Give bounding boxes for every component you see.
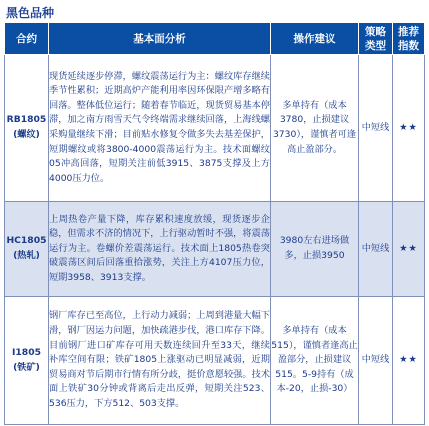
header-rating-line1: 推荐 (398, 25, 419, 38)
header-rating (393, 23, 425, 55)
rating-stars: ★★ (393, 297, 425, 425)
analysis-cell: 钢厂库存已至高位，上行动力减弱；上周到港量大幅下滑，钢厂因运力问题，加快疏港步伐，港口库存下降。目前钢厂进口矿库存可用天数连续回升至33天，继续补库空间有限；铁矿1805上涨驱动已明显减弱，近期贸易商对节后期市行情有所分歧，挺价意愿较强。技术面上铁矿30分钟或背离后走出反弹，短期关注523、536压力，下方512、503支撑。 (49, 297, 271, 425)
contract-code: I1805 (12, 346, 41, 358)
analysis-cell: 现货延续逐步停滞，螺纹震荡运行为主：螺纹库存继续季节性累积；近期高炉产能利用率因环保限产增多略有回落。整体低位运行；随着春节临近，现货贸易基本停滞，加之南方雨雪天气令终端需求继续回落，上海线螺采购量继续下滑；目前贴水修复令做多失去基差保护，短期螺纹或将3800-4000震荡运行为主。技术面螺纹05冲高回落，短期关注前低3915、3875支撑及上方4000压力位。 (49, 55, 271, 202)
strategy-cell: 中短线 (359, 55, 393, 202)
contract-name: (螺纹) (13, 129, 40, 140)
contract-name: (热轧) (13, 250, 40, 261)
header-strategy-line1: 策略 (365, 25, 386, 38)
strategy-cell: 中短线 (359, 297, 393, 425)
advice-cell: 3980左右进场做多，止损3950 (271, 202, 359, 297)
table-row-i1805 (5, 297, 425, 425)
header-analysis: 基本面分析 (49, 23, 271, 55)
contract-code: RB1805 (6, 114, 47, 126)
contract-cell (5, 202, 49, 297)
contract-cell (5, 297, 49, 425)
strategy-table (4, 22, 425, 425)
analysis-cell: 上周热卷产量下降，库存累积速度放缓，现货逐步企稳，但需求不济的情况下，上行驱动暂时不强，将震荡运行为主。卷螺价差震荡运行。技术面上1805热卷突破震荡区间后回落重拾涨势，关注上方4107压力位，短期3958、3913支撑。 (49, 202, 271, 297)
contract-cell (5, 55, 49, 202)
section-title: 黑色品种 (6, 6, 55, 20)
header-strategy (359, 23, 393, 55)
advice-cell: 多单持有（成本515），谨慎者逢高止盈部分，止损建议515。5-9持有（成本-20，止损-30） (271, 297, 359, 425)
header-rating-line2: 指数 (398, 39, 419, 52)
table-row-hc1805 (5, 202, 425, 297)
header-advice: 操作建议 (271, 23, 359, 55)
table-header-row (5, 23, 425, 55)
rating-stars: ★★ (393, 202, 425, 297)
advice-cell: 多单持有（成本3780，止损建议3730），谨慎者可逢高止盈部分。 (271, 55, 359, 202)
header-contract: 合约 (5, 23, 49, 55)
contract-code: HC1805 (6, 235, 47, 247)
header-strategy-line2: 类型 (365, 39, 386, 52)
strategy-cell: 中短线 (359, 202, 393, 297)
table-row-rb1805 (5, 55, 425, 202)
rating-stars: ★★ (393, 55, 425, 202)
contract-name: (铁矿) (13, 361, 40, 373)
